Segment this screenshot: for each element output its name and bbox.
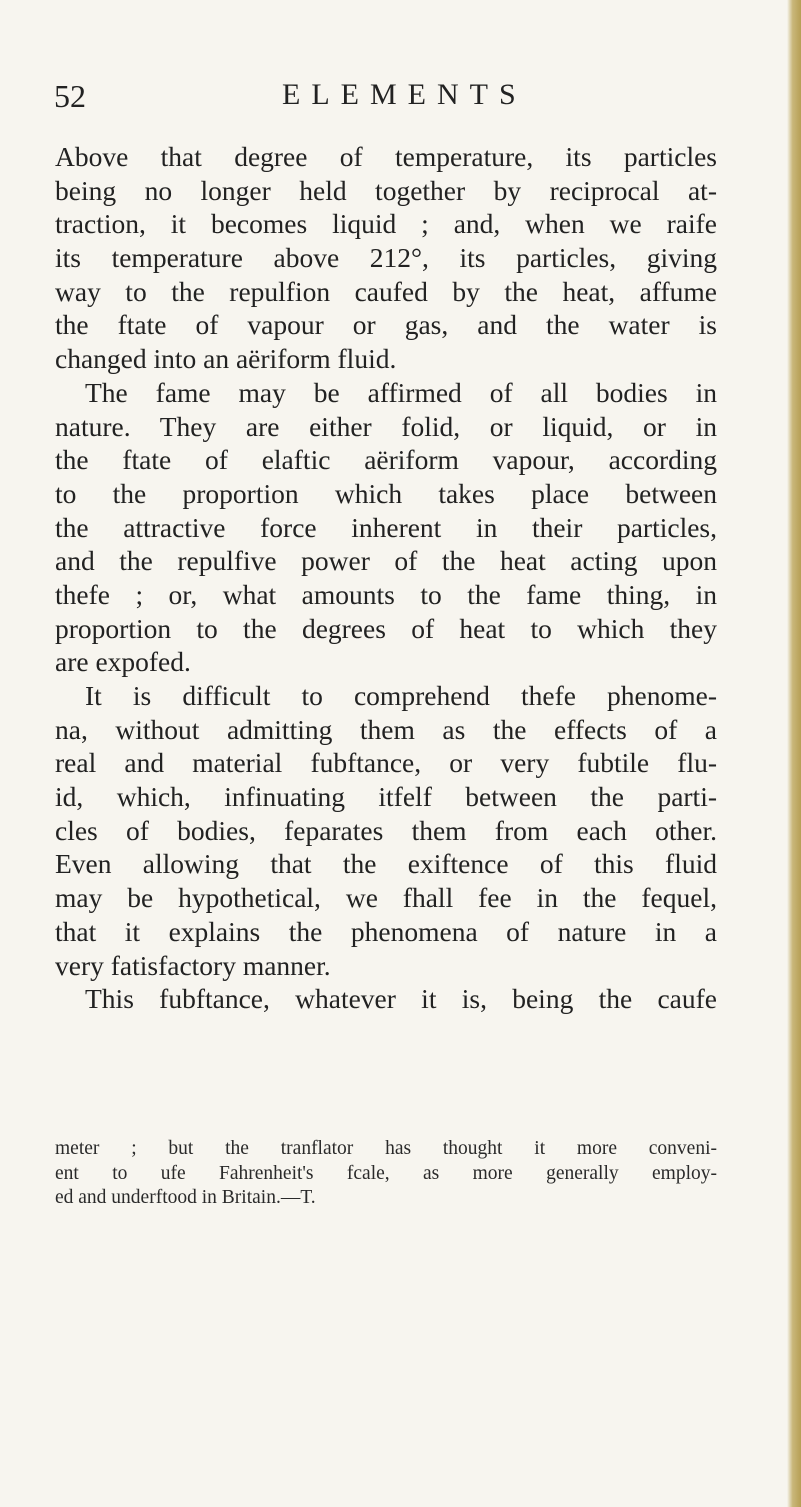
text-line: proportion to the degrees of heat to which they	[55, 612, 717, 644]
text-line: Even allowing that the exiftence of this fluid	[55, 848, 717, 880]
footnote-line: ent to ufe Fahrenheit's fcale, as more generally employ-	[55, 1162, 717, 1184]
running-head: ELEMENTS	[282, 78, 527, 111]
text-line: thefe ; or, what amounts to the fame thing, in	[55, 578, 717, 610]
text-line: nature. They are either folid, or liquid, or in	[55, 410, 717, 442]
page-number: 52	[54, 78, 86, 114]
text-line: its temperature above 212°, its particles, giving	[55, 242, 717, 274]
text-line: the ftate of vapour or gas, and the water is	[55, 309, 717, 341]
text-line: the ftate of elaftic aëriform vapour, according	[55, 444, 717, 476]
text-line: that it explains the phenomena of nature in a	[55, 915, 717, 947]
text-line: It is difficult to comprehend thefe phenome-	[85, 680, 717, 711]
text-line: may be hypothetical, we fhall fee in the fequel,	[55, 882, 717, 914]
text-line: real and material fubftance, or very fubtile flu-	[55, 747, 717, 779]
text-line: Above that degree of temperature, its particles	[55, 141, 717, 172]
text-line: This fubftance, whatever it is, being the caufe	[85, 983, 717, 1015]
text-line: traction, it becomes liquid ; and, when we raife	[55, 208, 717, 240]
text-line: na, without admitting them as the effects of a	[55, 713, 717, 745]
text-line: changed into an aëriform fluid.	[55, 343, 397, 375]
page-edge-shadow	[787, 0, 801, 1507]
text-line: cles of bodies, feparates them from each other.	[55, 814, 717, 846]
text-line: The fame may be affirmed of all bodies in	[85, 376, 717, 408]
text-line: way to the repulfion caufed by the heat, affume	[55, 275, 717, 307]
text-line: are expofed.	[55, 646, 191, 678]
text-line: the attractive force inherent in their particles,	[55, 511, 717, 543]
footnote-line: ed and underftood in Britain.—T.	[55, 1187, 316, 1209]
text-line: being no longer held together by reciprocal at-	[55, 174, 717, 206]
text-line: to the proportion which takes place between	[55, 477, 717, 509]
footnote	[55, 1137, 717, 1211]
text-line: and the repulfive power of the heat acting upon	[55, 545, 717, 577]
text-line: very fatisfactory manner.	[55, 949, 331, 981]
text-line: id, which, infinuating itfelf between the parti-	[55, 781, 717, 813]
body-text	[55, 140, 717, 1016]
footnote-line: meter ; but the tranflator has thought it more conveni-	[55, 1138, 717, 1159]
